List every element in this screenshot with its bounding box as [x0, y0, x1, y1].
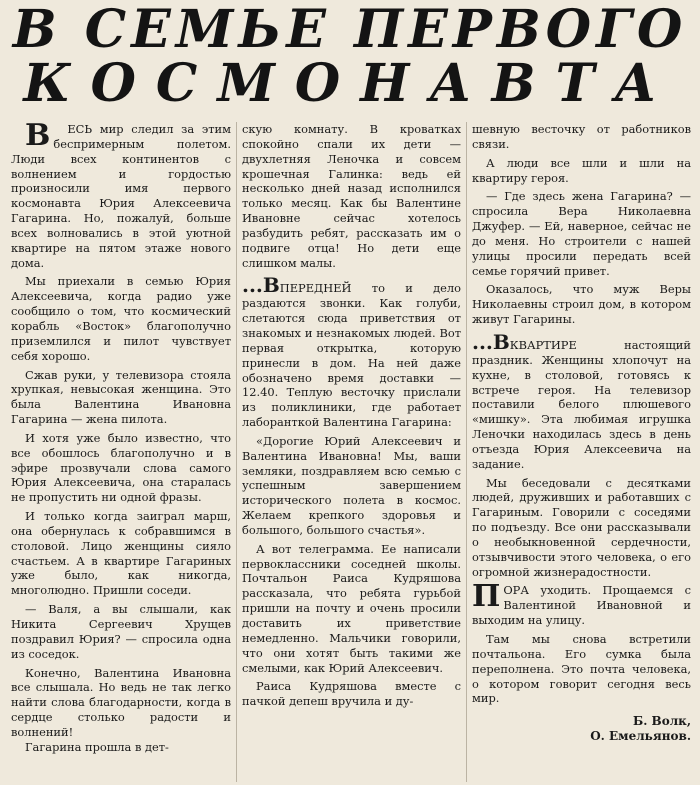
paragraph-text: ОРА уходить. Прощаемся с Валентиной Ивановной и выходим на улицу. [472, 583, 691, 628]
headline-line-1: В СЕМЬЕ ПЕРВОГО [12, 0, 688, 60]
paragraph: Там мы снова встретили почтальона. Его сумка была переполнена. Это почта человека, о котором говорит сегодня весь мир. [472, 632, 691, 706]
section-lead-paragraph [472, 329, 691, 472]
paragraph [472, 579, 691, 628]
column-1 [6, 122, 236, 782]
paragraph: Раиса Кудряшова вместе с пачкой депеш вручила и ду- [242, 679, 461, 709]
paragraph-text: ПЕРЕДНЕЙ то и дело раздаются звонки. Как голуби, слетаются сюда приветствия от знакомых и незнакомых людей. Вот первая открытка, которую принесли в дом. На ней даже обозначено время доставки — 12.40. Теплую весточку прислали из поликлиники, где работает лаборанткой Валентина Гагарина: [242, 281, 461, 430]
paragraph: Мы беседовали с десятками людей, друживших и работавших с Гагариным. Говорили с соседями по подъезду. Все они рассказывали о необыкновенной сердечности, отзывчивости этого человека, о его огромной жизнерадостности. [472, 475, 691, 579]
column-2 [236, 122, 466, 782]
drop-cap: П [472, 579, 501, 615]
paragraph: А вот телеграмма. Ее написали первоклассники соседней школы. Почтальон Раиса Кудряшова рассказала, что ребята гурьбой пришли на почту и очень просили доставить их приветствие немедленно. Мальчики говорили, что они хотят быть такими же смелыми, как Юрий Алексеевич. [242, 541, 461, 675]
author-name: О. Емельянов. [590, 729, 691, 744]
paragraph: А люди все шли и шли на квартиру героя. [472, 155, 691, 185]
section-lead-paragraph [242, 273, 461, 430]
paragraph: Мы приехали в семью Юрия Алексеевича, когда радио уже сообщило о том, что космический корабль «Восток» благополучно приземлился и пилот чувствует себя хорошо. [11, 274, 231, 363]
paragraph-text: ЕСЬ мир следил за этим беспримерным полетом. Люди всех континентов с волнением и гордостью произносили имя первого космонавта Юрия Алексеевича Гагарина. Но, пожалуй, больше всех волновались в этой уютной квартире на пятом этаже нового дома. [11, 122, 231, 270]
paragraph: Конечно, Валентина Ивановна все слышала. Но ведь не так легко найти слова благодарности, когда в сердце столько радости и волнений! [11, 665, 231, 739]
headline-line-2: КОСМОНАВТА [23, 53, 677, 114]
section-lead: ...В [472, 329, 510, 354]
paragraph: И только когда заиграл марш, она обернулась к собравшимся в столовой. Лицо женщины сияло счастьем. А в квартире Гагариных уже было, как никогда, многолюдно. Пришли соседи. [11, 509, 231, 598]
paragraph: шевную весточку от работников связи. [472, 122, 691, 151]
paragraph: Оказалось, что муж Веры Николаевны строил дом, в котором живут Гагарины. [472, 282, 691, 327]
paragraph-text: КВАРТИРЕ настоящий праздник. Женщины хлопочут на кухне, в столовой, готовясь к встрече героя. На телевизор поставили белого плюшевого «мишку». Эта любимая игрушка Леночки находилась здесь в день отъезда Юрия Алексеевича на задание. [472, 337, 691, 471]
author-signature [472, 714, 691, 744]
column-3 [466, 122, 696, 782]
paragraph: Гагарина прошла в дет- [25, 739, 169, 754]
author-name: Б. Волк, [632, 714, 691, 729]
paragraph: Сжав руки, у телевизора стояла хрупкая, невысокая женщина. Это была Валентина Ивановна Гагарина — жена пилота. [11, 367, 231, 427]
section-lead: ...В [242, 273, 280, 298]
paragraph: — Где здесь жена Гагарина? — спросила Вера Николаевна Джуфер. — Ей, наверное, сейчас не до меня. Но строители с нашей улицы просили передать всей семье горячий привет. [472, 189, 691, 278]
article-body [6, 122, 696, 782]
paragraph [11, 122, 231, 270]
paragraph: И хотя уже было известно, что все обошлось благополучно и в эфире прозвучали слова самого Юрия Алексеевича, она старалась не пропустить ни одной фразы. [11, 430, 231, 505]
paragraph: скую комнату. В кроватках спокойно спали их дети — двухлетняя Леночка и совсем крошечная Галинка: ведь ей несколько дней назад исполнился только месяц. Как бы Валентине Ивановне сейчас хотелось разбудить ребят, рассказать им о подвиге отца! Но дети еще слишком малы. [242, 122, 461, 270]
drop-cap: В [25, 122, 51, 153]
quoted-letter: «Дорогие Юрий Алексеевич и Валентина Ивановна! Мы, ваши земляки, поздравляем всю семью с успешным завершением исторического полета в космос. Желаем крепкого здоровья и большого, большого счастья». [242, 433, 461, 537]
paragraph: — Валя, а вы слышали, как Никита Сергеевич Хрущев поздравил Юрия? — спросила одна из соседок. [11, 602, 231, 661]
article-headline [0, 2, 700, 112]
